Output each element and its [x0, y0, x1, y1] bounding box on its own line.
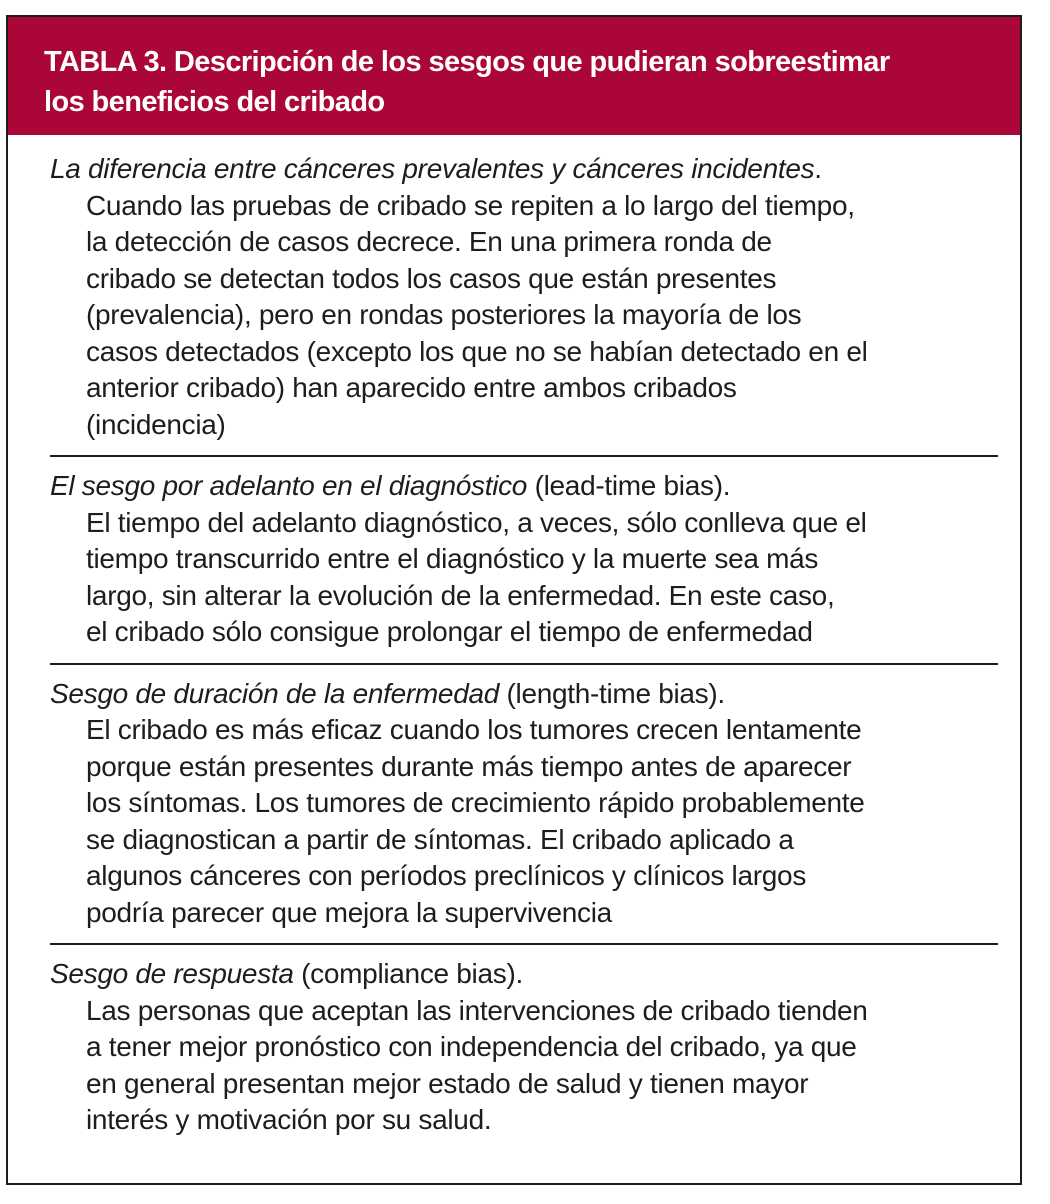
- section-title-italic: Sesgo de respuesta: [50, 958, 294, 989]
- section-text: [86, 712, 998, 931]
- text-line: largo, sin alterar la evolución de la enfermedad. En este caso,: [86, 579, 835, 611]
- section-title-note: (length-time bias).: [499, 677, 725, 709]
- section-title: [50, 468, 998, 505]
- section-text: [86, 188, 998, 444]
- text-line: el cribado sólo consigue prolongar el tiempo de enfermedad: [86, 616, 813, 647]
- section-title-note: (compliance bias).: [293, 958, 523, 989]
- section-title: [50, 676, 998, 713]
- text-line: algunos cánceres con períodos preclínicos y clínicos largos: [86, 860, 807, 891]
- table-title: [44, 42, 1002, 122]
- section-title-note: .: [814, 153, 822, 184]
- text-line: se diagnostican a partir de síntomas. El cribado aplicado a: [86, 823, 794, 855]
- section-title: [50, 151, 998, 188]
- section-title-note: (lead-time bias).: [527, 470, 731, 501]
- text-line: El cribado es más eficaz cuando los tumores crecen lentamente: [86, 714, 862, 745]
- section-title-italic: La diferencia entre cánceres prevalentes y cánceres incidentes: [50, 153, 815, 184]
- bias-section: [50, 943, 998, 1139]
- text-line: casos detectados (excepto los que no se habían detectado en el: [86, 335, 868, 367]
- tabla-3-box: [6, 15, 1022, 1185]
- title-line: TABLA 3. Descripción de los sesgos que pudieran sobreestimar: [44, 46, 890, 78]
- table-header: [8, 17, 1020, 135]
- bias-section: [50, 455, 998, 651]
- text-line: podría parecer que mejora la supervivencia: [86, 896, 612, 928]
- bias-section: [50, 663, 998, 932]
- text-line: los síntomas. Los tumores de crecimiento rápido probablemente: [86, 787, 865, 818]
- text-line: Cuando las pruebas de cribado se repiten a lo largo del tiempo,: [86, 189, 855, 221]
- text-line: a tener mejor pronóstico con independencia del cribado, ya que: [86, 1031, 857, 1062]
- section-title-italic: El sesgo por adelanto en el diagnóstico: [50, 470, 528, 501]
- section-text: [86, 505, 998, 651]
- text-line: El tiempo del adelanto diagnóstico, a veces, sólo conlleva que el: [86, 506, 867, 538]
- title-line: los beneficios del cribado: [44, 86, 385, 118]
- text-line: (prevalencia), pero en rondas posteriores la mayoría de los: [86, 299, 802, 330]
- text-line: Las personas que aceptan las intervenciones de cribado tienden: [86, 994, 868, 1026]
- text-line: porque están presentes durante más tiempo antes de aparecer: [86, 750, 852, 782]
- text-line: la detección de casos decrece. En una primera ronda de: [86, 226, 772, 257]
- text-line: tiempo transcurrido entre el diagnóstico y la muerte sea más: [86, 543, 819, 574]
- text-line: cribado se detectan todos los casos que están presentes: [86, 262, 777, 294]
- text-line: anterior cribado) han aparecido entre ambos cribados: [86, 372, 737, 403]
- section-title: [50, 956, 998, 993]
- section-text: [86, 993, 998, 1139]
- section-title-italic: Sesgo de duración de la enfermedad: [50, 677, 500, 709]
- bias-section: [50, 151, 998, 443]
- text-line: interés y motivación por su salud.: [86, 1104, 492, 1135]
- text-line: (incidencia): [86, 408, 226, 440]
- table-body: [8, 135, 1020, 1139]
- text-line: en general presentan mejor estado de salud y tienen mayor: [86, 1067, 809, 1099]
